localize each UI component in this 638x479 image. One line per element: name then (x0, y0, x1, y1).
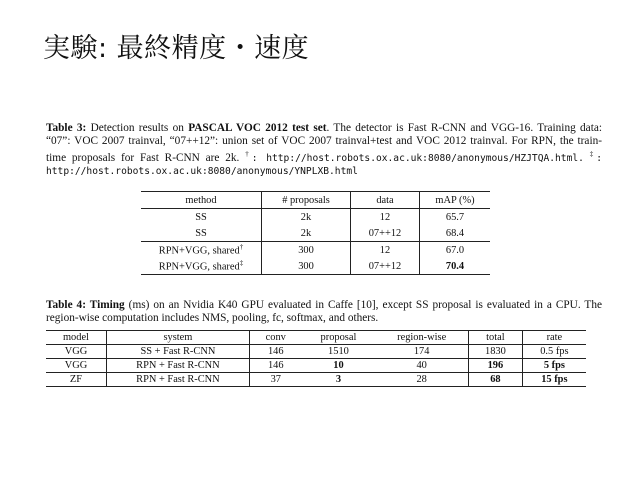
col-header-method: method (141, 192, 262, 209)
col-header-system: system (106, 331, 249, 345)
cell-system: SS + Fast R-CNN (106, 345, 249, 359)
col-header-data: data (351, 192, 420, 209)
cell-region-wise: 174 (375, 345, 468, 359)
cell-model: VGG (46, 359, 106, 373)
cell-proposals: 300 (262, 258, 351, 275)
cell-conv: 146 (267, 360, 284, 371)
cell-system: RPN + Fast R-CNN (106, 359, 249, 373)
table4-caption (46, 299, 602, 325)
cell-data: 12 (351, 209, 420, 226)
col-header-total: total (469, 331, 523, 345)
cell-rate: 0.5 fps (540, 346, 569, 357)
table3-caption-text-2: . The detector is Fast R-CNN and VGG-16. Training data: “07”: VOC 2007 trainval, “07++12”: union set of VOC 2007 trainval+test and VOC 2012 trainval. For RPN, the train-time proposals for Fast R-CNN are 2k. (46, 122, 602, 165)
cell-total: 68 (469, 373, 523, 387)
cell-method: RPN+VGG, shared‡ (141, 258, 262, 275)
table-row (141, 258, 490, 275)
cell-proposal: 10 (333, 360, 344, 371)
cell-system: RPN + Fast R-CNN (106, 373, 249, 387)
col-header-region-wise: region-wise (375, 331, 468, 345)
cell-proposal: 1510 (328, 346, 349, 357)
cell-data: 12 (351, 242, 420, 259)
cell-model: VGG (46, 345, 106, 359)
col-header-proposals: # proposals (262, 192, 351, 209)
table-row (141, 225, 490, 242)
table4-caption-text: (ms) on an Nvidia K40 GPU evaluated in Caffe [10], except SS proposal is evaluated in a CPU. The region-wise computation includes NMS, pooling, fc, softmax, and others. (46, 299, 602, 325)
slide-title: 実験: 最終精度・速度 (43, 33, 310, 64)
table4-caption-bold: Timing (85, 299, 125, 311)
cell-map: 70.4 (445, 260, 465, 272)
cell-proposals: 2k (262, 225, 351, 242)
cell-method: SS (141, 209, 262, 226)
footnote-url-1: : http://host.robots.ox.ac.uk:8080/anonymous/HZJTQA.html. (251, 153, 584, 165)
table-row (46, 359, 586, 373)
cell-total: 196 (469, 359, 523, 373)
cell-map: 65.7 (445, 211, 465, 223)
cell-region-wise: 28 (375, 373, 468, 387)
table4-caption-label: Table 4: (46, 299, 86, 311)
table3-caption-text: Detection results on (86, 122, 189, 134)
dagger-mark: † (245, 150, 252, 159)
table3-caption-label: Table 3: (46, 122, 87, 134)
table-row (141, 242, 490, 259)
table3-caption-bold: PASCAL VOC 2012 test set (188, 122, 327, 134)
col-header-map: mAP (%) (435, 194, 475, 206)
footnote-url-2: : http://host.robots.ox.ac.uk:8080/anonymous/YNPLXB.html (46, 153, 603, 178)
cell-method: SS (141, 225, 262, 242)
cell-proposal: 3 (335, 374, 342, 385)
cell-proposals: 2k (262, 209, 351, 226)
cell-proposals: 300 (262, 242, 351, 259)
table4-timing (46, 330, 586, 387)
col-header-model: model (46, 331, 106, 345)
cell-conv: 37 (270, 374, 281, 385)
cell-rate: 5 fps (543, 360, 565, 371)
cell-region-wise: 40 (375, 359, 468, 373)
cell-method: RPN+VGG, shared† (141, 242, 262, 259)
col-header-rate: rate (546, 332, 563, 343)
cell-model: ZF (46, 373, 106, 387)
table-row (141, 209, 490, 226)
cell-conv: 146 (267, 346, 284, 357)
cell-map: 68.4 (445, 227, 465, 239)
cell-map: 67.0 (445, 244, 465, 256)
cell-data: 07++12 (351, 258, 420, 275)
col-header-conv: conv (265, 332, 286, 343)
table-row (46, 345, 586, 359)
table3-detection-results (141, 191, 490, 275)
table-row (46, 373, 586, 387)
cell-total: 1830 (469, 345, 523, 359)
col-header-proposal: proposal (320, 332, 357, 343)
table3-caption (46, 122, 602, 179)
double-dagger-mark: ‡ (589, 150, 597, 159)
cell-rate: 15 fps (541, 374, 568, 385)
cell-data: 07++12 (351, 225, 420, 242)
